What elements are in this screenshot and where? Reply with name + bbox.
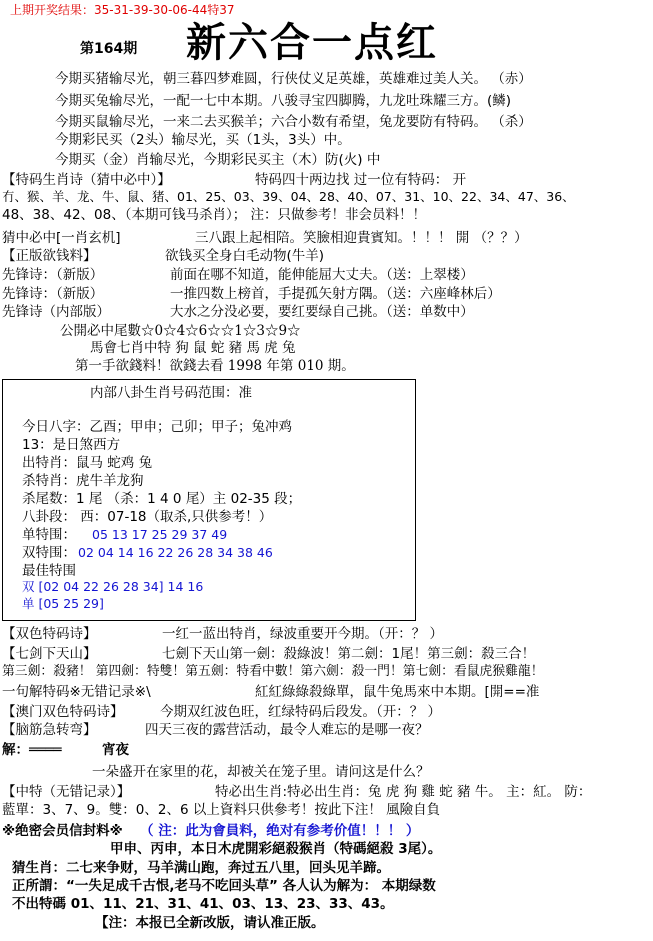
macau-label: 【澳门双色特码诗】 (2, 704, 124, 720)
no-number: 不出特碼 01、11、21、31、41、03、13、23、33、43。 (12, 896, 394, 912)
seven-swords-label: 【七剑下天山】 (2, 646, 97, 662)
last-result: 上期开奖结果：35-31-39-30-06-44特37 (10, 3, 235, 17)
sha-te: 杀特肖：虎牛羊龙狗 (22, 473, 144, 489)
seven-swords-line: 第三劍：殺豬！ 第四劍：特雙！第五劍：特看中數！第六劍：殺一門！第七劍：看鼠虎猴雞龍！ (2, 664, 544, 679)
flower-riddle: 一朵盛开在家里的花，却被关在笼子里。请问这是什么？ (92, 764, 430, 780)
macau-text: 今期双红波色旺，红绿特码后段发。（开：？ ） (160, 704, 442, 720)
sha-wei: 杀尾数：1 尾 （杀：1 4 0 尾）主 02-35 段； (22, 491, 302, 507)
tail-numbers: 公開必中尾數☆0☆4☆6☆☆1☆3☆9☆ (60, 323, 301, 339)
secret-label: ※绝密会员信封料※ (2, 823, 123, 839)
gambling-label: 【正版欲钱料】 (2, 248, 97, 264)
guess-zodiac: 猜生肖：二七来争财，马羊满山跑，奔过五八里，回头见羊蹄。 (12, 860, 390, 876)
zhongte-line: 藍單：3、7、9。雙：0、2、6 以上資料只供參考！按此下注！ 風險自負 (2, 802, 441, 818)
bagua-title: 内部八卦生肖号码范围：准 (90, 385, 252, 401)
footer-note: 【注：本报已全新改版，请认准正版。 (95, 915, 325, 931)
shuang-label: 双特围： (22, 545, 76, 561)
vanguard-label: 先锋诗：（新版） (2, 267, 104, 283)
vanguard-text: 大水之分没必要，要红要绿自己挑。（送：单数中） (170, 304, 474, 320)
gambling-text: 欲钱买全身白毛动物(牛羊) (165, 248, 325, 264)
best-shuang: 双 [02 04 22 26 28 34] 14 16 (22, 579, 204, 594)
seven-swords-line: 七劍下天山第一劍：殺綠波！第二劍：1尾！第三劍：殺三合！ (162, 646, 536, 662)
one-sentence-label: 一句解特码※无错记录※\ (2, 684, 151, 700)
dan-numbers: 05 13 17 25 29 37 49 (92, 527, 228, 542)
riddle-label: 【脑筋急转弯】 (2, 722, 97, 738)
secret-note: （ 注：此为會員料，绝对有参考价值！！！ ） (140, 823, 420, 839)
dan-label: 单特围： (22, 527, 76, 543)
zhongte-text: 特必出生肖:特必出生肖：兔 虎 狗 雞 蛇 豬 牛。 主：紅。 防： (215, 784, 592, 800)
zhongte-label: 【中特（无错记录）】 (2, 784, 131, 800)
poem-line: 今期买猪输尽光，朝三暮四梦难圆，行侠仗义足英雄，英雄难过美人关。 （赤） (55, 71, 532, 87)
riddle-text: 四天三夜的露营活动，最令人难忘的是哪一夜？ (145, 722, 429, 738)
first-hand: 第一手欲錢料！欲錢去看 1998 年第 010 期。 (75, 358, 355, 374)
poem-line: 今期彩民买（2头）输尽光，买（1头，3头）中。 (55, 132, 351, 148)
proper-saying: 正所謂：“一失足成千古恨,老马不吃回头草” 各人认为解为： 本期绿数 (12, 878, 436, 894)
vanguard-text: 前面在哪不知道，能伸能屈大丈夫。（送：上翠楼） (170, 267, 474, 283)
poem-line: 今期买兔输尽光，一配一七中本期。八骏寻宝四脚腾，九龙吐珠耀三方。(鳞) (55, 93, 512, 109)
chu-te: 出特肖：鼠马 蛇鸡 兔 (22, 455, 153, 471)
special-poem-label: 【特码生肖诗（猜中必中）】 (2, 172, 171, 188)
double-color-text: 一红一蓝出特肖，绿波重要开今期。（开：？ ） (162, 626, 444, 642)
one-sentence-text: 紅紅綠綠殺綠單，鼠牛兔馬來中本期。[開==准 (255, 684, 540, 700)
vanguard-label: 先锋诗（内部版） (2, 304, 110, 320)
bagua-segment: 八卦段： 西：07-18（取杀,只供参考！） (22, 509, 273, 525)
page-title: 新六合一点红 (186, 19, 438, 66)
special-numbers: 冇、猴、羊、龙、牛、鼠、猪、01、25、03、39、04、28、40、07、31、10、22、34、47、36、 (2, 189, 575, 204)
secret-line: 甲申、丙申，本日木虎開彩絕殺猴肖（特碼絕殺 3尾）。 (110, 841, 442, 857)
poem-line: 今期买鼠输尽光，一来二去买猴羊；六合小数有希望，兔龙要防有特码。 （杀） (55, 114, 532, 130)
sha-direction: 13：是日煞西方 (22, 437, 121, 453)
horse-zodiac: 馬會七肖中特 狗 鼠 蛇 豬 馬 虎 兔 (90, 340, 296, 356)
poem-line: 今期买（金）肖输尽光，今期彩民买主（木）防(火) 中 (55, 152, 381, 168)
answer: 宵夜 (102, 742, 129, 758)
vanguard-label: 先锋诗：（新版） (2, 286, 104, 302)
special-poem-text: 特码四十两边找 过一位有特码： 开 (255, 172, 467, 188)
issue-number: 第164期 (80, 41, 138, 57)
vanguard-text: 一推四数上榜首，手提孤矢射方隅。（送：六座峰林后） (170, 286, 501, 302)
best-label: 最佳特围 (22, 563, 76, 579)
answer-label: 解：════ (2, 742, 62, 758)
guess-text: 三八跟上起相陪。笑臉相迎貴賓知。！！！ 開 （？？） (195, 230, 528, 246)
guess-label: 猜中必中[一肖玄机] (2, 230, 121, 246)
bazi: 今日八字：乙酉；甲申；己卯；甲子；兔冲鸡 (22, 419, 292, 435)
double-color-label: 【双色特码诗】 (2, 626, 97, 642)
best-dan: 单 [05 25 29] (22, 596, 104, 611)
special-numbers: 48、38、42、08、（本期可钱马杀肖）； 注：只做参考！非会员料！！ (2, 207, 427, 223)
shuang-numbers: 02 04 14 16 22 26 28 34 38 46 (78, 545, 273, 560)
